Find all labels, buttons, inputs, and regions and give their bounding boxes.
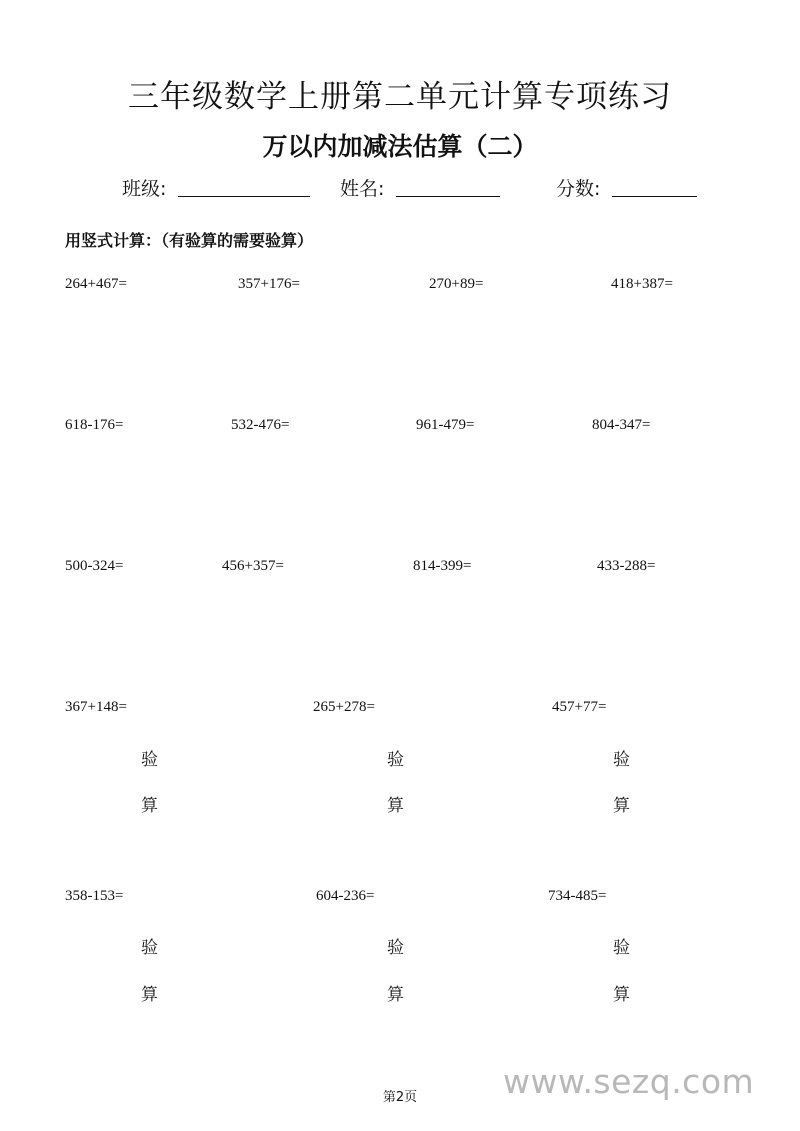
problem-5-2: 604-236= (316, 888, 375, 904)
check-label-char: 验 (141, 750, 158, 770)
check-label-char: 验 (613, 938, 630, 958)
check-label-char: 验 (387, 750, 404, 770)
problem-2-4: 804-347= (592, 417, 651, 433)
check-label-char: 验 (613, 750, 630, 770)
problem-1-2: 357+176= (238, 276, 300, 292)
problem-3-3: 814-399= (413, 558, 472, 574)
check-label-char: 算 (141, 985, 158, 1005)
problem-4-1: 367+148= (65, 699, 127, 715)
problem-2-1: 618-176= (65, 417, 124, 433)
problem-2-3: 961-479= (416, 417, 475, 433)
watermark: www.sezq.com (503, 1062, 755, 1101)
problem-3-2: 456+357= (222, 558, 284, 574)
problem-1-3: 270+89= (429, 276, 484, 292)
problem-4-2: 265+278= (313, 699, 375, 715)
problem-1-1: 264+467= (65, 276, 127, 292)
page-title: 三年级数学上册第二单元计算专项练习 (128, 79, 672, 115)
score-blank (612, 196, 697, 197)
check-label-char: 算 (387, 985, 404, 1005)
problem-5-1: 358-153= (65, 888, 124, 904)
problem-4-3: 457+77= (552, 699, 607, 715)
problem-3-4: 433-288= (597, 558, 656, 574)
problem-3-1: 500-324= (65, 558, 124, 574)
check-label-char: 算 (141, 796, 158, 816)
check-label-char: 验 (387, 938, 404, 958)
page-number: 第2页 (382, 1090, 418, 1105)
class-label: 班级: (122, 178, 167, 200)
problem-5-3: 734-485= (548, 888, 607, 904)
name-label: 姓名: (340, 178, 385, 200)
name-blank (396, 196, 500, 197)
check-label-char: 算 (387, 796, 404, 816)
page-subtitle: 万以内加减法估算（二） (262, 132, 538, 161)
check-label-char: 验 (141, 938, 158, 958)
problem-2-2: 532-476= (231, 417, 290, 433)
score-label: 分数: (556, 178, 601, 200)
class-blank (178, 196, 310, 197)
check-label-char: 算 (613, 796, 630, 816)
problem-1-4: 418+387= (611, 276, 673, 292)
check-label-char: 算 (613, 985, 630, 1005)
instruction-text: 用竖式计算：（有验算的需要验算） (65, 231, 314, 250)
